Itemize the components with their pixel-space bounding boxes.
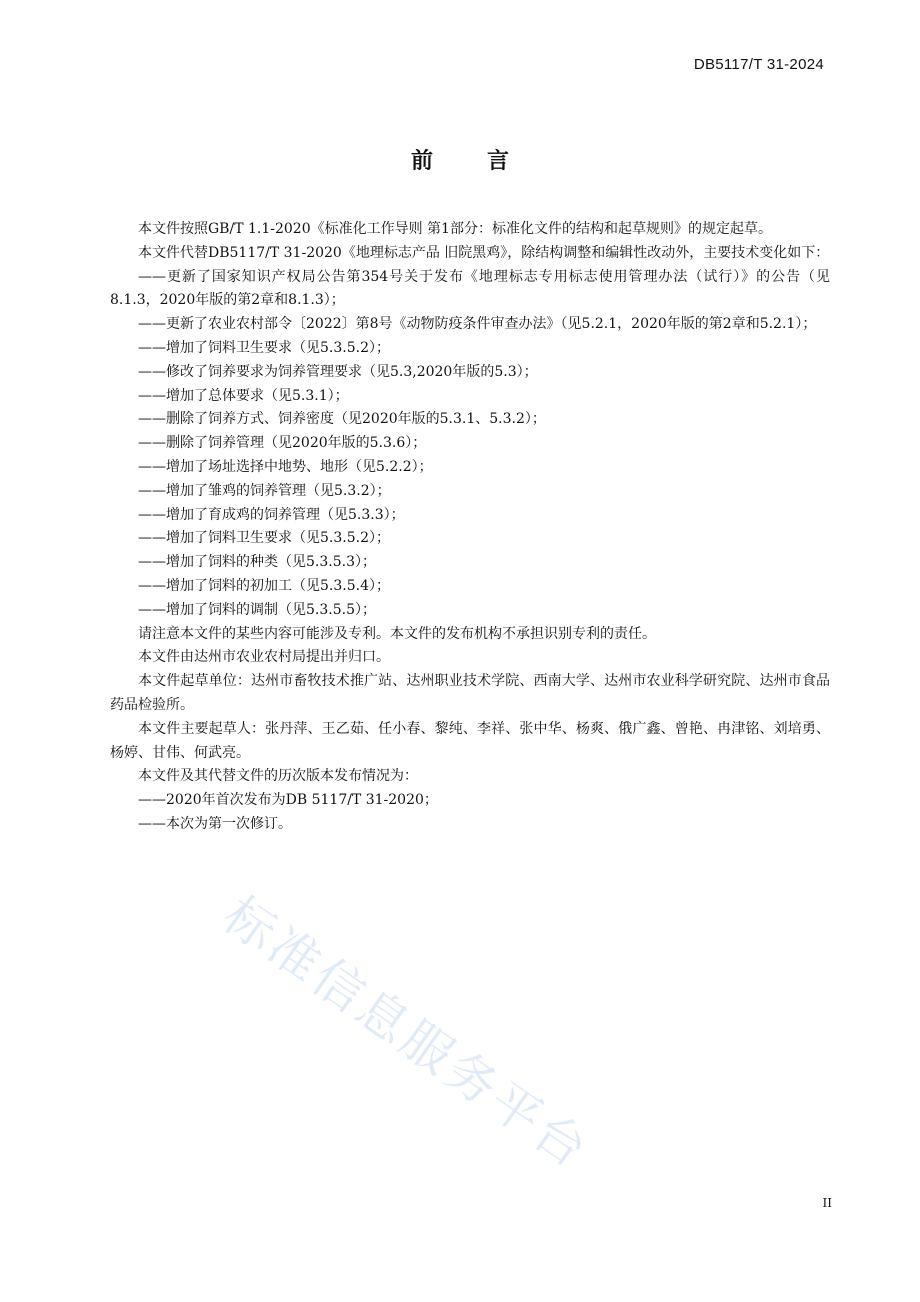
list-item: ——增加了场址选择中地势、地形（见5.2.2）； (138, 458, 433, 475)
paragraph: 请注意本文件的某些内容可能涉及专利。本文件的发布机构不承担识别专利的责任。 (138, 625, 656, 642)
list-item: ——更新了国家知识产权局公告第354号关于发布《地理标志专用标志使用管理办法（试行）》的公告（见8.1.3，2020年版的第2章和8.1.3）； (110, 268, 830, 309)
list-item: ——本次为第一次修订。 (138, 815, 292, 832)
page-number: II (822, 1196, 832, 1210)
list-item: ——增加了饲料卫生要求（见5.3.5.2）； (138, 530, 390, 547)
title-char-1: 前 (410, 149, 433, 174)
title-char-2: 言 (487, 149, 510, 174)
paragraph: 本文件按照GB/T 1.1-2020《标准化工作导则 第1部分：标准化文件的结构和起草规则》的规定起草。 (138, 221, 772, 237)
list-item: ——2020年首次发布为DB 5117/T 31-2020； (138, 792, 438, 809)
list-item: ——增加了总体要求（见5.3.1）； (138, 387, 349, 404)
paragraph: 本文件主要起草人：张丹萍、王乙茹、任小春、黎纯、李祥、张中华、杨爽、俄广鑫、曾艳、冉津铭、刘培勇、杨婷、甘伟、何武亮。 (110, 720, 830, 761)
list-item: ——增加了饲料的初加工（见5.3.5.4）； (138, 577, 390, 594)
list-item: ——增加了饲料卫生要求（见5.3.5.2）； (138, 339, 390, 356)
list-item: ——修改了饲养要求为饲养管理要求（见5.3,2020年版的5.3）； (138, 363, 538, 380)
list-item: ——增加了饲料的调制（见5.3.5.5）； (138, 601, 376, 618)
standard-code: DB5117/T 31-2024 (693, 56, 824, 73)
list-item: ——删除了饲养方式、饲养密度（见2020年版的5.3.1、5.3.2）； (138, 411, 546, 428)
list-item: ——增加了饲料的种类（见5.3.5.3）； (138, 554, 376, 571)
list-item: ——更新了农业农村部令〔2022〕第8号《动物防疫条件审查办法》（见5.2.1，2020年版的第2章和5.2.1）； (138, 316, 817, 333)
list-item: ——删除了饲养管理（见2020年版的5.3.6）； (138, 435, 427, 452)
list-item: ——增加了雏鸡的饲养管理（见5.3.2）； (138, 482, 391, 499)
paragraph: 本文件起草单位：达州市畜牧技术推广站、达州职业技术学院、西南大学、达州市农业科学研究院、达州市食品药品检验所。 (110, 673, 830, 713)
list-item: ——增加了育成鸡的饲养管理（见5.3.3）； (138, 506, 405, 523)
watermark: 标准信息服务平台 (213, 885, 601, 1181)
page-title (0, 144, 920, 175)
paragraph: 本文件由达州市农业农村局提出并归口。 (138, 649, 390, 666)
foreword-body (110, 218, 830, 837)
paragraph: 本文件代替DB5117/T 31-2020《地理标志产品 旧院黑鸡》，除结构调整和编辑性改动外，主要技术变化如下： (138, 244, 830, 261)
paragraph: 本文件及其代替文件的历次版本发布情况为： (138, 768, 418, 785)
